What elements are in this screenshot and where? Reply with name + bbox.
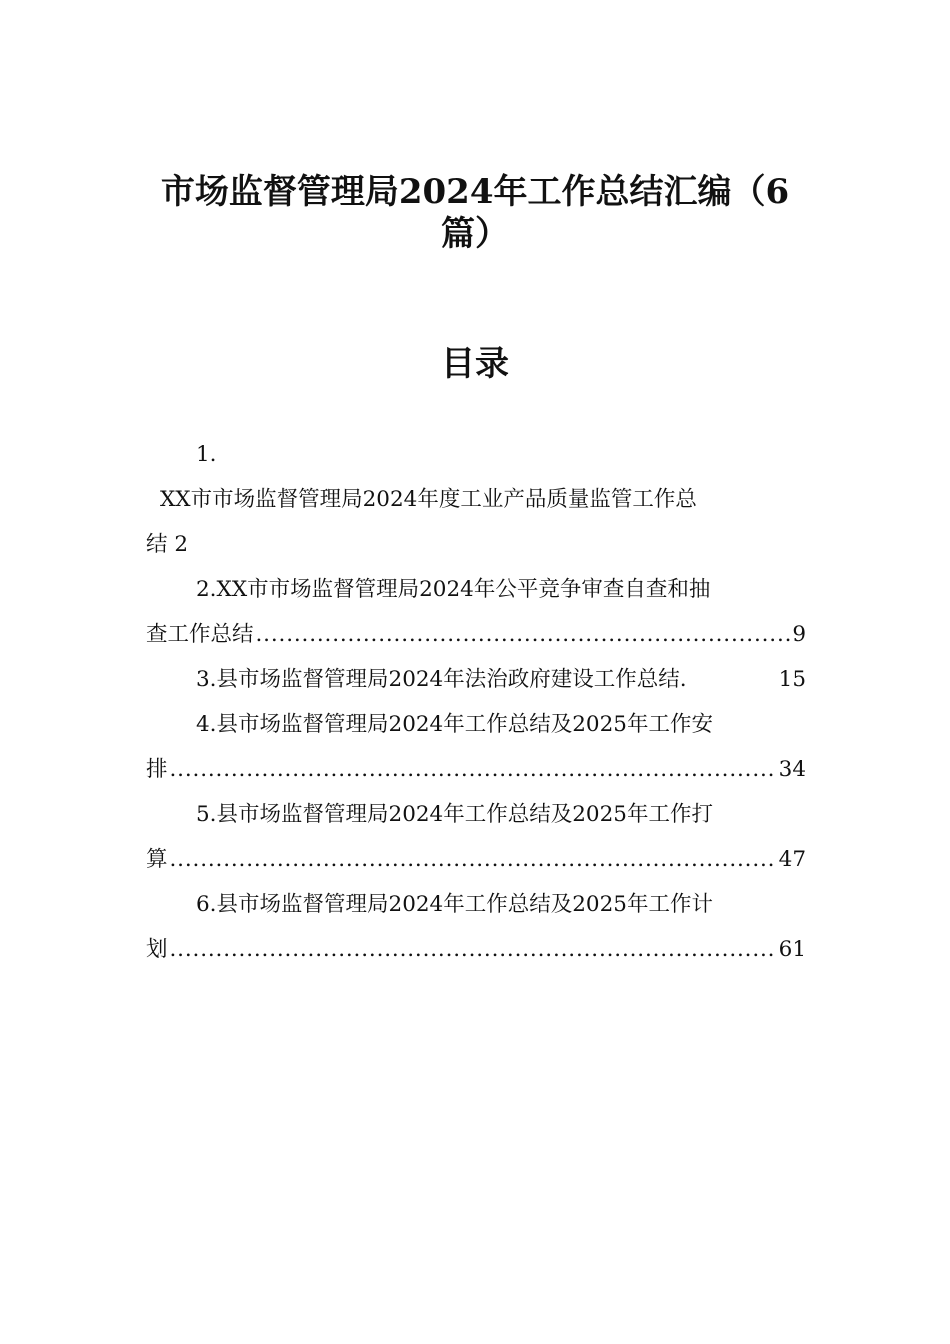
toc-entry-2-page: 9 (792, 622, 806, 647)
toc-entry-3[interactable] (196, 665, 806, 695)
toc-entry-1-title-end: 结 (146, 532, 168, 557)
toc-entry-4-page: 34 (778, 757, 806, 782)
toc-entry-2-title-end: 查工作总结 (146, 622, 254, 647)
toc-entry-6-title[interactable]: 6.县市场监督管理局2024年工作总结及2025年工作计 (196, 892, 713, 917)
toc-entry-4-tail[interactable] (146, 755, 806, 785)
toc-entry-5-page: 47 (778, 847, 806, 872)
toc-heading: 目录 (441, 344, 509, 384)
toc-entry-4-title[interactable]: 4.县市场监督管理局2024年工作总结及2025年工作安 (196, 712, 713, 737)
document-title-line2: 篇） (441, 214, 509, 254)
toc-entry-5-tail[interactable] (146, 845, 806, 875)
toc-entry-6-page: 61 (778, 937, 806, 962)
toc-entry-1-tail[interactable] (146, 530, 806, 560)
toc-entry-5-leader (170, 845, 777, 875)
toc-entry-1-page: 2 (174, 532, 189, 557)
toc-entry-3-page: 15 (778, 667, 806, 692)
toc-entry-5-title-end: 算 (146, 847, 168, 872)
toc-entry-4-leader (170, 755, 777, 785)
toc-entry-2-title[interactable]: 2.XX市市场监督管理局2024年公平竞争审查自查和抽 (196, 577, 711, 602)
toc-entry-1-number[interactable]: 1. (196, 442, 217, 467)
toc-entry-6-tail[interactable] (146, 935, 806, 965)
toc-entry-6-title-end: 划 (146, 937, 168, 962)
toc-entry-6-leader (170, 935, 777, 965)
toc-entry-4-title-end: 排 (146, 757, 168, 782)
toc-entry-5-title[interactable]: 5.县市场监督管理局2024年工作总结及2025年工作打 (196, 802, 713, 827)
toc-entry-1-title[interactable]: XX市市场监督管理局2024年度工业产品质量监管工作总 (160, 487, 697, 512)
document-title-line1: 市场监督管理局2024年工作总结汇编（6 (160, 172, 790, 212)
toc-entry-3-title: 3.县市场监督管理局2024年法治政府建设工作总结. (196, 667, 687, 692)
toc-entry-2-leader (256, 620, 791, 650)
toc-entry-2-tail[interactable] (146, 620, 806, 650)
